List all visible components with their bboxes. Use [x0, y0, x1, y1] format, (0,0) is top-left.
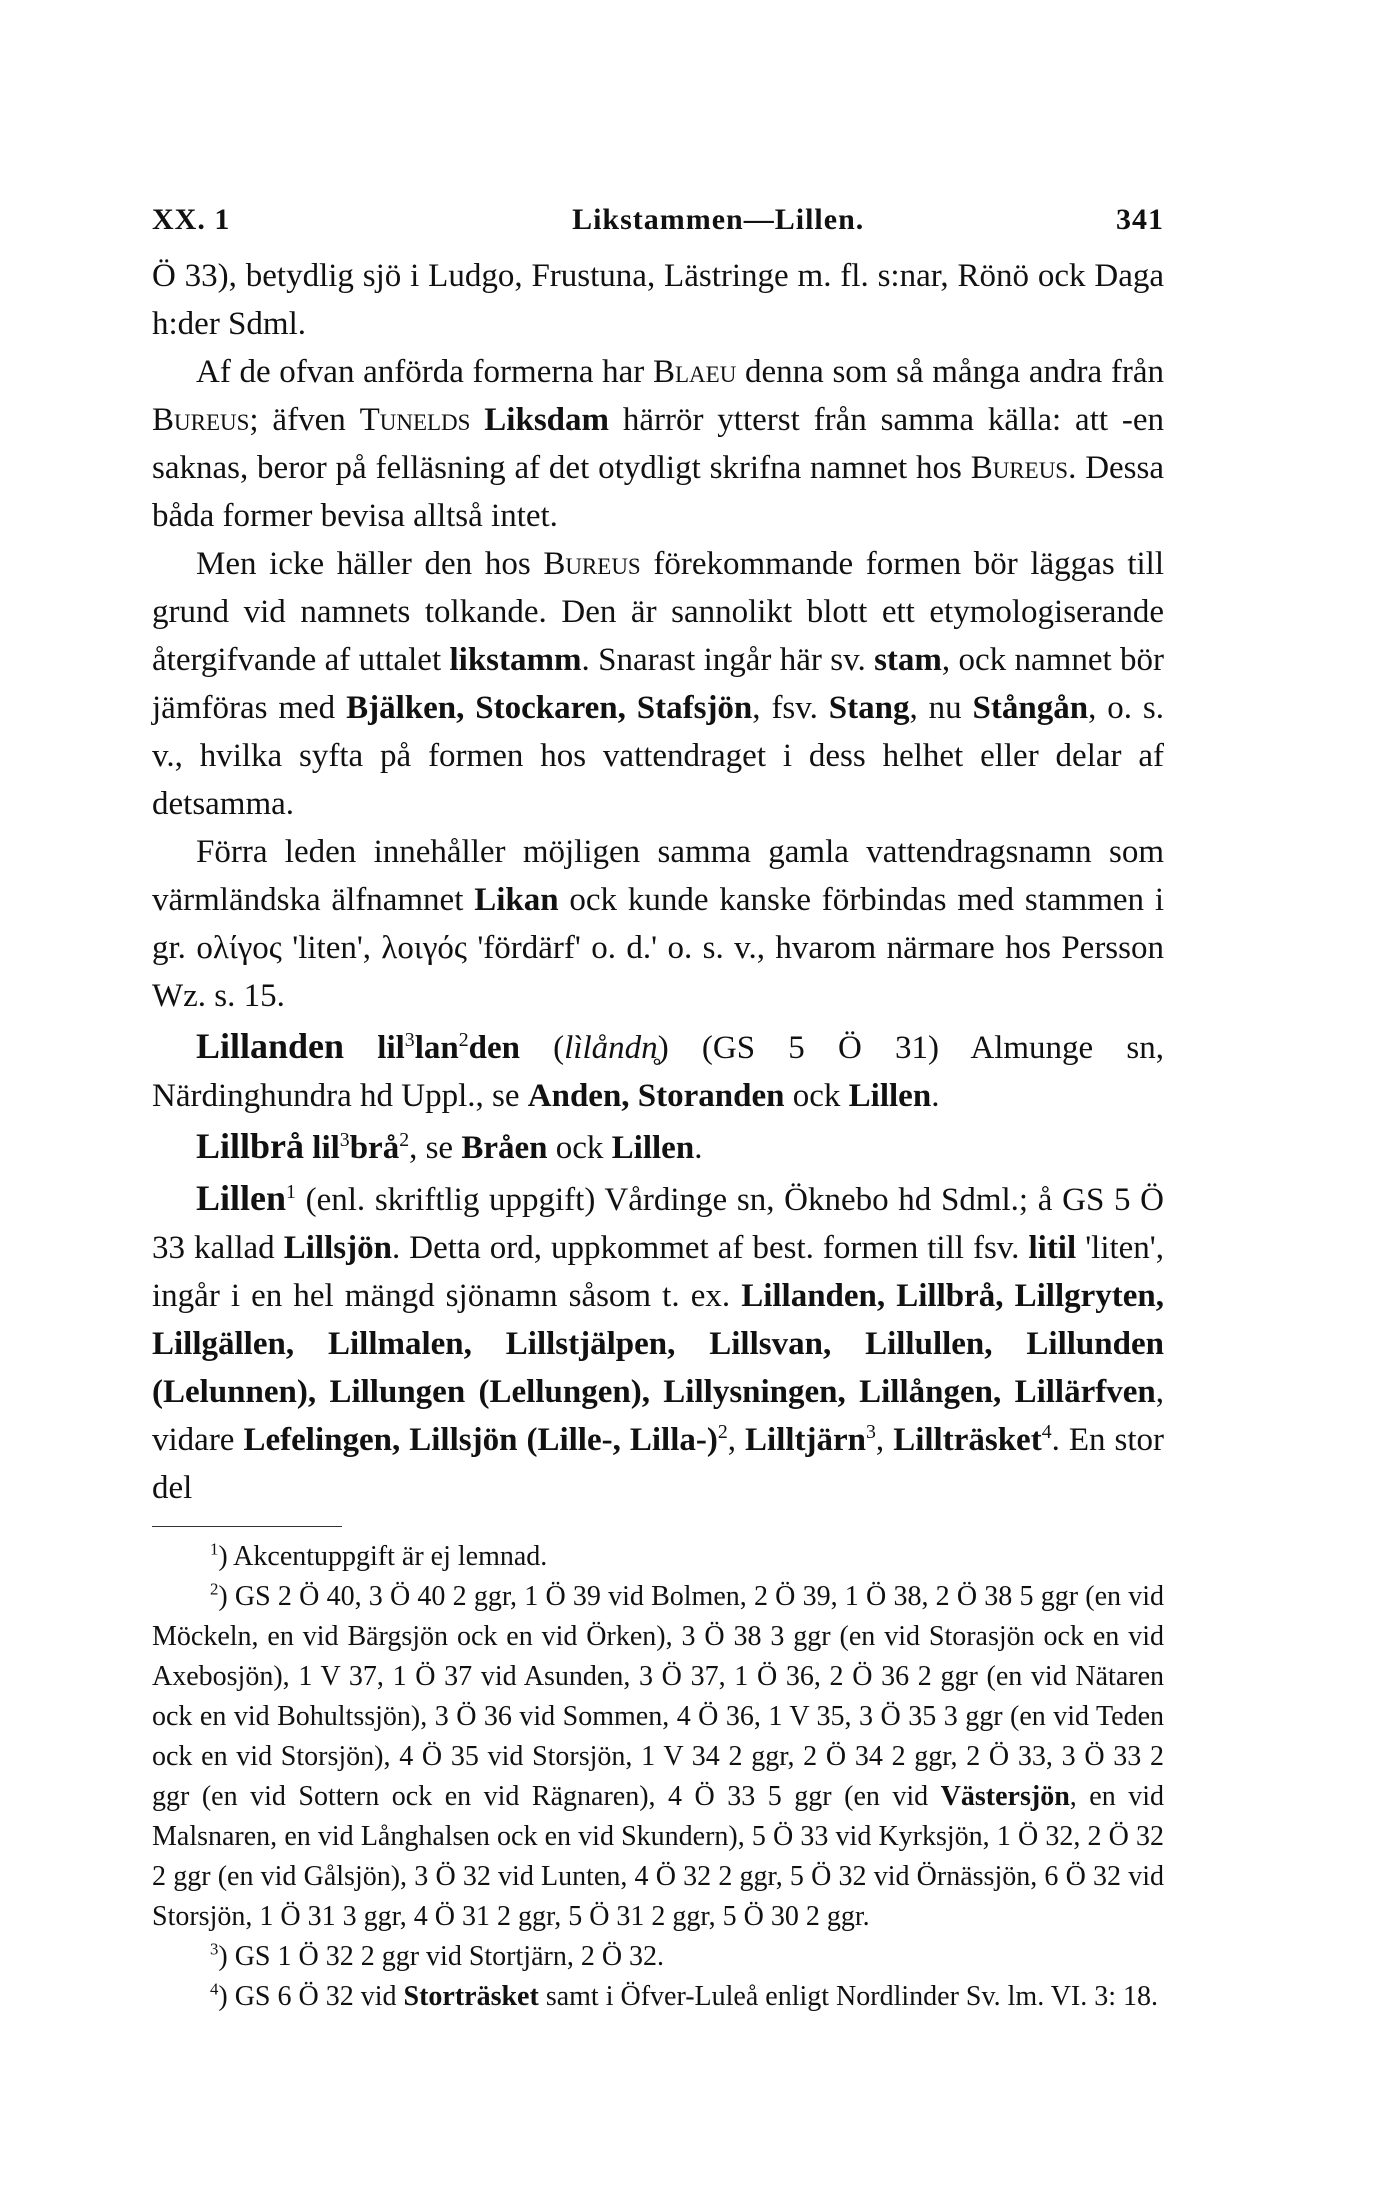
text-run: Lillen: [848, 1078, 932, 1114]
text-run: Stångån: [972, 690, 1089, 726]
text-run: härrör ytterst från samma källa: att -en saknas, beror på felläsning af det otydligt skrifna namnet hos: [152, 402, 1165, 486]
text-run: Västersjön: [940, 1781, 1070, 1812]
text-run: ; äfven: [249, 402, 360, 438]
text-run: ock: [784, 1078, 849, 1114]
paragraph: [152, 252, 1164, 348]
text-run: lan: [414, 1030, 459, 1066]
text-run: Bråen: [461, 1130, 548, 1166]
text-run: den: [468, 1030, 520, 1066]
page-number: 341: [1115, 203, 1164, 236]
superscript: 2: [399, 1129, 410, 1151]
text-run: samt i Öfver-Luleå enligt Nordlinder Sv. lm. VI. 3: 18.: [538, 1981, 1159, 2012]
text-run: Lillen: [611, 1130, 695, 1166]
text-run: (enl. skriftlig uppgift) Vårdinge sn, Öknebo hd Sdml.; å GS 5 Ö 33 kallad: [152, 1182, 1164, 1266]
text-run: Af de ofvan anförda formerna har: [196, 354, 653, 390]
text-run: ) GS 1 Ö 32 2 ggr vid Stortjärn, 2 Ö 32.: [218, 1941, 665, 1972]
text-run: ock: [547, 1130, 612, 1166]
headword: Lillanden: [196, 1026, 345, 1066]
text-run: Blaeu: [652, 354, 737, 390]
text-run: ,: [875, 1422, 894, 1458]
text-run: [470, 402, 484, 438]
superscript: 3: [866, 1421, 876, 1443]
text-run: , vidare: [152, 1374, 1164, 1458]
paragraph: [152, 828, 1164, 1020]
text-run: Bureus: [970, 450, 1069, 486]
footnote: [152, 1937, 1164, 1977]
superscript: 4: [1041, 1421, 1052, 1443]
text-run: Ö 33), betydlig sjö i Ludgo, Frustuna, Lästringe m. fl. s:nar, Rönö ock Daga h:der Sdml.: [152, 258, 1164, 342]
text-run: litil: [1028, 1230, 1077, 1266]
text-run: Liksdam: [484, 402, 610, 438]
running-header: [152, 196, 1164, 252]
headword: Lillbrå: [196, 1126, 305, 1166]
superscript: 1: [286, 1181, 296, 1203]
text-run: Storträsket: [403, 1981, 539, 2012]
text-run: likstamm: [449, 642, 582, 678]
superscript: 4: [210, 1979, 219, 1999]
headword: Lillen: [196, 1178, 287, 1218]
text-run: , nu: [909, 690, 973, 726]
text-run: Lillträsket: [893, 1422, 1042, 1458]
text-run: [344, 1030, 377, 1066]
superscript: 1: [210, 1539, 219, 1559]
body-text: [152, 252, 1164, 1512]
text-run: brå: [349, 1130, 400, 1166]
footnote-separator: [152, 1526, 342, 1527]
entry-lillanden: [152, 1022, 1164, 1120]
superscript: 2: [717, 1421, 728, 1443]
text-run: .: [694, 1130, 703, 1166]
text-run: förekommande formen bör läggas till grund vid namnets tolkande. Den är sannolikt blott ett etymologiserande återgifvande af uttalet: [152, 546, 1164, 678]
running-title: Likstammen—Lillen.: [572, 203, 865, 236]
text-run: Stang: [828, 690, 910, 726]
text-run: Anden, Storanden: [527, 1078, 785, 1114]
text-run: Lillanden, Lillbrå, Lillgryten, Lillgällen, Lillmalen, Lillstjälpen, Lillsvan, Lillullen, Lillunden (Lelunnen), Lillungen (Lellungen), Lillysningen, Lillången, Lillärfven: [152, 1278, 1165, 1410]
superscript: 3: [404, 1029, 415, 1051]
text-run: Tunelds: [359, 402, 471, 438]
text-run: , fsv.: [752, 690, 829, 726]
text-run: Lilltjärn: [745, 1422, 867, 1458]
text-run: , en vid Malsnaren, en vid Långhalsen ock en vid Skundern), 5 Ö 33 vid Kyrksjön, 1 Ö 32, 2 Ö 32 2 ggr (en vid Gålsjön), 3 Ö 32 vid Lunten, 4 Ö 32 2 ggr, 5 Ö 32 vid Örnässjön, 6 Ö 32 vid Storsjön, 1 Ö 31 3 ggr, 4 Ö 31 2 ggr, 5 Ö 31 2 ggr, 5 Ö 30 2 ggr.: [152, 1781, 1164, 1932]
text-run: .: [931, 1078, 940, 1114]
text-run: , ock namnet bör jämföras med: [152, 642, 1164, 726]
text-run: Lillsjön: [283, 1230, 392, 1266]
superscript: 3: [210, 1939, 219, 1959]
superscript: 2: [210, 1579, 219, 1599]
superscript: 2: [458, 1029, 469, 1051]
text-run: ) GS 6 Ö 32 vid: [218, 1981, 404, 2012]
paragraph: [152, 348, 1164, 540]
text-run: , se: [409, 1130, 462, 1166]
superscript: 3: [339, 1129, 350, 1151]
text-run: Bjälken, Stockaren, Stafsjön: [346, 690, 753, 726]
entry-lillbra: [152, 1122, 1164, 1172]
text-run: Likan: [474, 882, 559, 918]
text-run: Lefelingen, Lillsjön (Lille-, Lilla-): [243, 1422, 718, 1458]
text-run: lil: [312, 1130, 340, 1166]
text-run: . Dessa båda former bevisa alltså intet.: [152, 450, 1165, 534]
text-run: lìlåndn̥: [564, 1030, 658, 1066]
text-run: lil: [377, 1030, 405, 1066]
text-run: . Snarast ingår här sv.: [581, 642, 875, 678]
footnotes: [152, 1537, 1164, 2017]
text-run: Men icke häller den hos: [196, 546, 544, 582]
footnote: [152, 1977, 1164, 2017]
text-run: 'liten', ingår i en hel mängd sjönamn såsom t. ex.: [152, 1230, 1165, 1314]
text-run: Förra leden innehåller möjligen samma gamla vattendragsnamn som värmländska älfnamnet: [152, 834, 1164, 918]
text-run: ,: [727, 1422, 746, 1458]
text-run: , o. s. v., hvilka syfta på formen hos vattendraget i dess helhet eller delar af detsamma.: [152, 690, 1164, 822]
page: [152, 196, 1164, 2017]
text-run: ock kunde kanske förbindas med stammen i gr. ολίγος 'liten', λοιγός 'fördärf' o. d.' o. s. v., hvarom närmare hos Persson Wz. s. 15.: [152, 882, 1164, 1014]
text-run: ) GS 2 Ö 40, 3 Ö 40 2 ggr, 1 Ö 39 vid Bolmen, 2 Ö 39, 1 Ö 38, 2 Ö 38 5 ggr (en vid Möckeln, en vid Bärgsjön ock en vid Örken), 3 Ö 38 3 ggr (en vid Storasjön ock en vid Axebosjön), 1 V 37, 1 Ö 37 vid Asunden, 3 Ö 37, 1 Ö 36, 2 Ö 36 2 ggr (en vid Nätaren ock en vid Bohultssjön), 3 Ö 36 vid Sommen, 4 Ö 36, 1 V 35, 3 Ö 35 3 ggr (en vid Teden ock en vid Storsjön), 4 Ö 35 vid Storsjön, 1 V 34 2 ggr, 2 Ö 34 2 ggr, 2 Ö 33, 3 Ö 33 2 ggr (en vid Sottern ock en vid Rägnaren), 4 Ö 33 5 ggr (en vid: [152, 1581, 1164, 1812]
text-run: Bureus: [152, 402, 250, 438]
text-run: ) (GS 5 Ö 31) Almunge sn, Närdinghundra hd Uppl., se: [152, 1030, 1165, 1114]
text-run: . Detta ord, uppkommet af best. formen till fsv.: [391, 1230, 1029, 1266]
text-run: stam: [874, 642, 942, 678]
footnote: [152, 1537, 1164, 1577]
footnote: [152, 1577, 1164, 1937]
section-number: XX. 1: [152, 203, 231, 236]
entry-lillen: [152, 1174, 1164, 1512]
text-run: denna som så många andra från: [736, 354, 1164, 390]
paragraph: [152, 540, 1164, 828]
text-run: ) Akcentuppgift är ej lemnad.: [218, 1541, 548, 1572]
text-run: Bureus: [543, 546, 641, 582]
text-run: . En stor del: [152, 1422, 1165, 1506]
text-run: (: [519, 1030, 565, 1066]
